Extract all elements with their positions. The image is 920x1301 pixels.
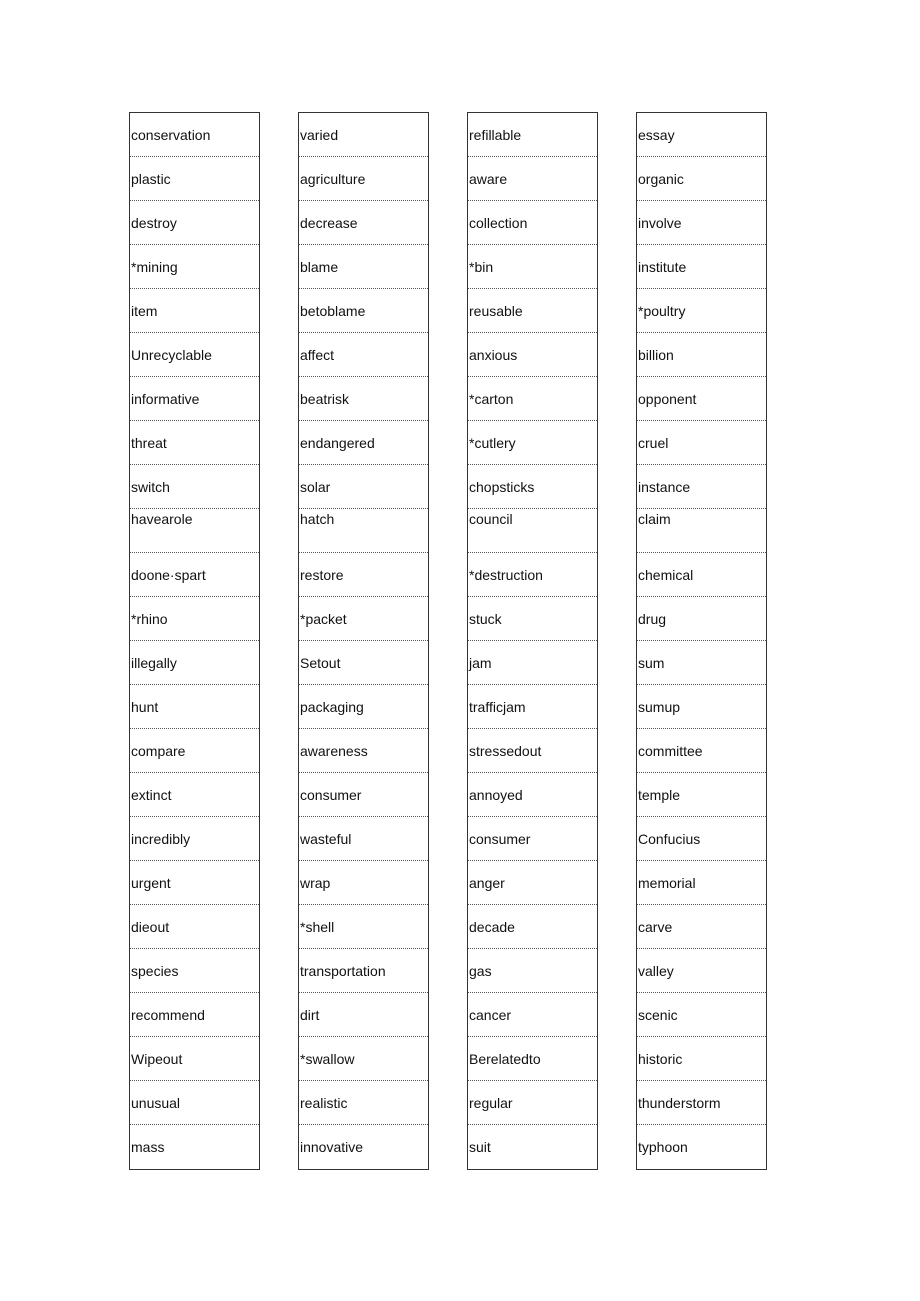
word-cell: [299, 1081, 428, 1125]
word-text: committee: [638, 743, 703, 759]
word-text: claim: [638, 511, 671, 527]
word-text: involve: [638, 215, 682, 231]
word-text: Wipeout: [131, 1051, 183, 1067]
word-text: anger: [469, 875, 505, 891]
word-cell: [468, 817, 597, 861]
word-cell: [130, 773, 259, 817]
word-cell: [468, 1081, 597, 1125]
word-cell: [299, 1037, 428, 1081]
word-cell: [637, 1081, 766, 1125]
word-text: carve: [638, 919, 673, 935]
word-text: essay: [638, 127, 675, 143]
word-cell: [637, 949, 766, 993]
word-text: agriculture: [300, 171, 366, 187]
word-cell: [130, 597, 259, 641]
word-text: refillable: [469, 127, 522, 143]
word-cell: [637, 817, 766, 861]
word-text: doone·spart: [131, 567, 206, 583]
word-cell: [468, 685, 597, 729]
word-cell: [468, 289, 597, 333]
word-cell: [299, 641, 428, 685]
word-cell: [468, 1125, 597, 1169]
word-cell: [637, 685, 766, 729]
word-text: innovative: [300, 1139, 364, 1155]
word-text: anxious: [469, 347, 518, 363]
word-cell: [637, 509, 766, 553]
word-text: extinct: [131, 787, 172, 803]
word-text: mass: [131, 1139, 165, 1155]
word-cell: [299, 773, 428, 817]
word-column-2: [298, 112, 429, 1170]
word-text: *shell: [300, 919, 335, 935]
word-text: gas: [469, 963, 492, 979]
word-cell: [637, 729, 766, 773]
word-text: memorial: [638, 875, 696, 891]
word-cell: [130, 553, 259, 597]
word-text: plastic: [131, 171, 171, 187]
word-cell: [130, 1125, 259, 1169]
word-text: conservation: [131, 127, 211, 143]
word-cell: [299, 949, 428, 993]
word-text: destroy: [131, 215, 177, 231]
word-text: blame: [300, 259, 339, 275]
word-column-1: [129, 112, 260, 1170]
word-cell: [637, 773, 766, 817]
word-text: reusable: [469, 303, 523, 319]
word-text: urgent: [131, 875, 171, 891]
word-text: threat: [131, 435, 167, 451]
word-text: *bin: [469, 259, 494, 275]
word-text: varied: [300, 127, 339, 143]
word-cell: [299, 509, 428, 553]
word-cell: [299, 685, 428, 729]
word-cell: [637, 377, 766, 421]
word-cell: [468, 597, 597, 641]
word-cell: [130, 949, 259, 993]
word-cell: [130, 377, 259, 421]
word-cell: [637, 553, 766, 597]
word-text: species: [131, 963, 179, 979]
word-cell: [637, 1037, 766, 1081]
word-cell: [299, 289, 428, 333]
word-cell: [130, 1037, 259, 1081]
word-cell: [299, 201, 428, 245]
word-cell: [130, 993, 259, 1037]
word-text: organic: [638, 171, 684, 187]
word-text: chopsticks: [469, 479, 535, 495]
word-text: Confucius: [638, 831, 701, 847]
word-cell: [130, 157, 259, 201]
word-text: compare: [131, 743, 186, 759]
word-text: sum: [638, 655, 665, 671]
word-cell: [299, 157, 428, 201]
word-text: drug: [638, 611, 667, 627]
word-text: Unrecyclable: [131, 347, 212, 363]
word-text: hatch: [300, 511, 335, 527]
word-text: solar: [300, 479, 331, 495]
word-cell: [299, 905, 428, 949]
word-cell: [637, 421, 766, 465]
word-text: cancer: [469, 1007, 512, 1023]
word-cell: [468, 333, 597, 377]
word-cell: [637, 861, 766, 905]
word-cell: [468, 641, 597, 685]
word-text: havearole: [131, 511, 193, 527]
word-cell: [637, 289, 766, 333]
word-cell: [468, 861, 597, 905]
word-text: *mining: [131, 259, 178, 275]
word-cell: [637, 1125, 766, 1169]
word-text: endangered: [300, 435, 375, 451]
word-text: annoyed: [469, 787, 523, 803]
word-text: item: [131, 303, 158, 319]
word-cell: [637, 333, 766, 377]
word-cell: [299, 113, 428, 157]
word-text: dirt: [300, 1007, 320, 1023]
word-cell: [468, 949, 597, 993]
word-cell: [130, 289, 259, 333]
word-text: suit: [469, 1139, 491, 1155]
word-text: valley: [638, 963, 674, 979]
word-cell: [468, 553, 597, 597]
word-text: recommend: [131, 1007, 205, 1023]
word-cell: [468, 465, 597, 509]
word-cell: [468, 377, 597, 421]
word-cell: [130, 333, 259, 377]
word-text: *rhino: [131, 611, 168, 627]
word-cell: [468, 509, 597, 553]
word-cell: [130, 465, 259, 509]
word-text: sumup: [638, 699, 681, 715]
word-text: trafficjam: [469, 699, 526, 715]
word-text: typhoon: [638, 1139, 688, 1155]
word-cell: [299, 729, 428, 773]
word-text: transportation: [300, 963, 386, 979]
word-text: *carton: [469, 391, 514, 407]
word-cell: [130, 729, 259, 773]
word-cell: [637, 113, 766, 157]
word-text: *destruction: [469, 567, 543, 583]
word-cell: [299, 597, 428, 641]
word-cell: [130, 113, 259, 157]
word-text: betoblame: [300, 303, 366, 319]
word-text: *swallow: [300, 1051, 355, 1067]
word-cell: [299, 553, 428, 597]
word-text: *poultry: [638, 303, 686, 319]
word-text: beatrisk: [300, 391, 350, 407]
word-cell: [637, 641, 766, 685]
word-text: collection: [469, 215, 528, 231]
word-text: consumer: [469, 831, 531, 847]
word-cell: [468, 993, 597, 1037]
word-text: *cutlery: [469, 435, 516, 451]
word-cell: [299, 421, 428, 465]
word-text: regular: [469, 1095, 513, 1111]
word-text: billion: [638, 347, 674, 363]
word-cell: [299, 817, 428, 861]
word-text: Setout: [300, 655, 341, 671]
word-cell: [468, 157, 597, 201]
word-cell: [130, 641, 259, 685]
word-text: institute: [638, 259, 687, 275]
word-text: switch: [131, 479, 170, 495]
word-text: opponent: [638, 391, 697, 407]
word-text: decade: [469, 919, 515, 935]
word-text: Berelatedto: [469, 1051, 541, 1067]
word-cell: [130, 817, 259, 861]
word-cell: [130, 905, 259, 949]
word-cell: [299, 861, 428, 905]
word-cell: [468, 773, 597, 817]
word-cell: [637, 245, 766, 289]
word-cell: [468, 905, 597, 949]
word-cell: [130, 245, 259, 289]
word-text: temple: [638, 787, 681, 803]
word-text: dieout: [131, 919, 170, 935]
word-text: hunt: [131, 699, 159, 715]
word-cell: [468, 113, 597, 157]
word-cell: [299, 465, 428, 509]
word-text: scenic: [638, 1007, 678, 1023]
word-cell: [299, 377, 428, 421]
word-text: wrap: [300, 875, 331, 891]
word-cell: [299, 333, 428, 377]
word-column-4: [636, 112, 767, 1170]
word-text: council: [469, 511, 513, 527]
word-cell: [468, 729, 597, 773]
word-cell: [299, 993, 428, 1037]
word-text: affect: [300, 347, 334, 363]
word-cell: [468, 201, 597, 245]
word-text: illegally: [131, 655, 177, 671]
word-cell: [130, 1081, 259, 1125]
word-cell: [637, 905, 766, 949]
word-text: aware: [469, 171, 508, 187]
word-text: packaging: [300, 699, 364, 715]
word-text: informative: [131, 391, 200, 407]
word-cell: [130, 509, 259, 553]
word-text: stressedout: [469, 743, 542, 759]
word-text: jam: [469, 655, 492, 671]
word-text: restore: [300, 567, 344, 583]
word-cell: [637, 993, 766, 1037]
word-cell: [637, 201, 766, 245]
word-column-3: [467, 112, 598, 1170]
word-text: *packet: [300, 611, 347, 627]
word-text: thunderstorm: [638, 1095, 721, 1111]
word-text: unusual: [131, 1095, 181, 1111]
word-text: realistic: [300, 1095, 348, 1111]
word-text: consumer: [300, 787, 362, 803]
word-text: decrease: [300, 215, 358, 231]
word-text: awareness: [300, 743, 368, 759]
word-text: incredibly: [131, 831, 191, 847]
word-text: historic: [638, 1051, 683, 1067]
word-cell: [468, 245, 597, 289]
word-cell: [299, 245, 428, 289]
word-text: instance: [638, 479, 691, 495]
word-cell: [468, 421, 597, 465]
word-text: wasteful: [300, 831, 352, 847]
word-cell: [637, 597, 766, 641]
word-text: chemical: [638, 567, 694, 583]
word-text: cruel: [638, 435, 669, 451]
word-cell: [130, 861, 259, 905]
word-cell: [130, 685, 259, 729]
word-cell: [637, 465, 766, 509]
word-cell: [468, 1037, 597, 1081]
word-cell: [130, 201, 259, 245]
word-cell: [299, 1125, 428, 1169]
word-cell: [637, 157, 766, 201]
word-cell: [130, 421, 259, 465]
word-text: stuck: [469, 611, 502, 627]
